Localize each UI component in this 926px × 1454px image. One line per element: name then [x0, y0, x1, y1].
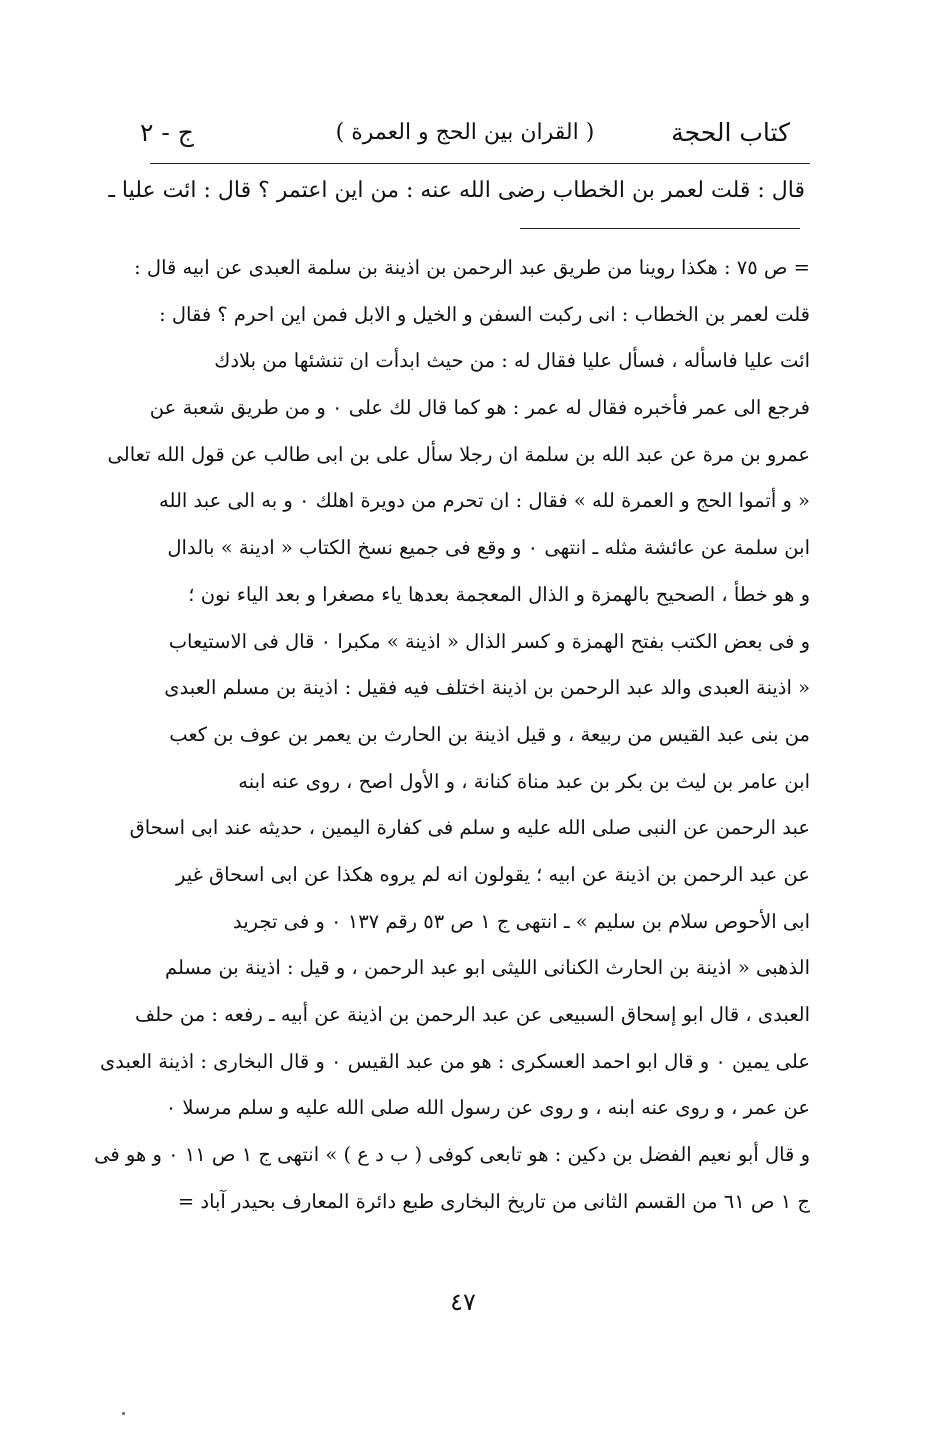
volume-label: ج - ٢: [140, 118, 194, 147]
footnote-line: و فى بعض الكتب بفتح الهمزة و كسر الذال « اذينة » مكبرا ٠ قال فى الاستيعاب: [168, 629, 810, 653]
footnote-line: = ص ٧٥ : هكذا روينا من طريق عبد الرحمن بن اذينة بن سلمة العبدى عن ابيه قال :: [134, 256, 810, 279]
footnote-line: الذهبى « اذينة بن الحارث الكنانى الليثى ابو عبد الرحمن ، و قيل : اذينة بن مسلم: [164, 956, 810, 980]
footnote-line: العبدى ، قال ابو إسحاق السبيعى عن عبد الرحمن بن اذينة عن أبيه ـ رفعه : من حلف: [135, 1003, 810, 1026]
footnote-line: عبد الرحمن عن النبى صلى الله عليه و سلم فى كفارة اليمين ، حديثه عند ابى اسحاق: [129, 816, 810, 840]
footnotes: [94, 245, 810, 1225]
footnote-line: « اذينة العبدى والد عبد الرحمن بن اذينة اختلف فيه فقيل : اذينة بن مسلم العبدى: [164, 676, 810, 700]
header-divider: [150, 163, 810, 164]
footnote-divider: [520, 228, 800, 229]
footnote-line: عمرو بن مرة عن عبد الله بن سلمة ان رجلا سأل على بن ابى طالب عن قول الله تعالى: [107, 442, 810, 466]
footnote-line: ابن عامر بن ليث بن بكر بن عبد مناة كنانة ، و الأول اصح ، روى عنه ابنه: [238, 769, 810, 793]
footnote-line: عن عمر ، و روى عنه ابنه ، و روى عن رسول الله صلى الله عليه و سلم مرسلا ٠: [165, 1096, 810, 1120]
footnote-line: ابى الأحوص سلام بن سليم » ـ انتهى ج ١ ص ٥٣ رقم ١٣٧ ٠ و فى تجريد: [233, 909, 810, 933]
footnote-line: قلت لعمر بن الخطاب : انى ركبت السفن و الخيل و الابل فمن اين احرم ؟ فقال :: [159, 302, 810, 326]
footnote-line: عن عبد الرحمن بن اذينة عن ابيه ؛ يقولون انه لم يروه هكذا عن ابى اسحاق غير: [176, 862, 810, 886]
footnote-line: من بنى عبد القيس من ربيعة ، و قيل اذينة بن الحارث بن يعمر بن عوف بن كعب: [169, 722, 810, 746]
footnote-line: « و أتموا الحج و العمرة لله » فقال : ان تحرم من دويرة اهلك ٠ و به الى عبد الله: [159, 489, 810, 513]
footnote-line: على يمين ٠ و قال ابو احمد العسكرى : هو من عبد القيس ٠ و قال البخارى : اذينة العبدى: [99, 1049, 810, 1073]
footnote-line: فرجع الى عمر فأخبره فقال له عمر : هو كما قال لك على ٠ و من طريق شعبة عن: [149, 396, 810, 420]
book-title: كتاب الحجة: [671, 118, 790, 147]
chapter-title: ( القران بين الحج و العمرة ): [335, 120, 595, 145]
footnote-line: ائت عليا فاسأله ، فسأل عليا فقال له : من حيث ابدأت ان تنشئها من بلادك: [214, 349, 810, 373]
running-header: [140, 118, 790, 158]
main-text: قال : قلت لعمر بن الخطاب رضى الله عنه : من اين اعتمر ؟ قال : ائت عليا ـ: [108, 178, 805, 203]
page-number: ٤٧: [450, 1288, 476, 1316]
footnote-line: ابن سلمة عن عائشة مثله ـ انتهى ٠ و وقع فى جميع نسخ الكتاب « ادينة » بالدال: [167, 536, 810, 560]
footnote-line: ج ١ ص ٦١ من القسم الثانى من تاريخ البخارى طبع دائرة المعارف بحيدر آباد =: [177, 1189, 810, 1213]
footnote-line: و هو خطأ ، الصحيح بالهمزة و الذال المعجمة بعدها ياء مصغرا و بعد الياء نون ؛: [188, 582, 810, 606]
scan-speck: [122, 1412, 125, 1415]
footnote-line: و قال أبو نعيم الفضل بن دكين : هو تابعى كوفى ( ب د ع ) » انتهى ج ١ ص ١١ ٠ و هو فى: [94, 1143, 810, 1167]
